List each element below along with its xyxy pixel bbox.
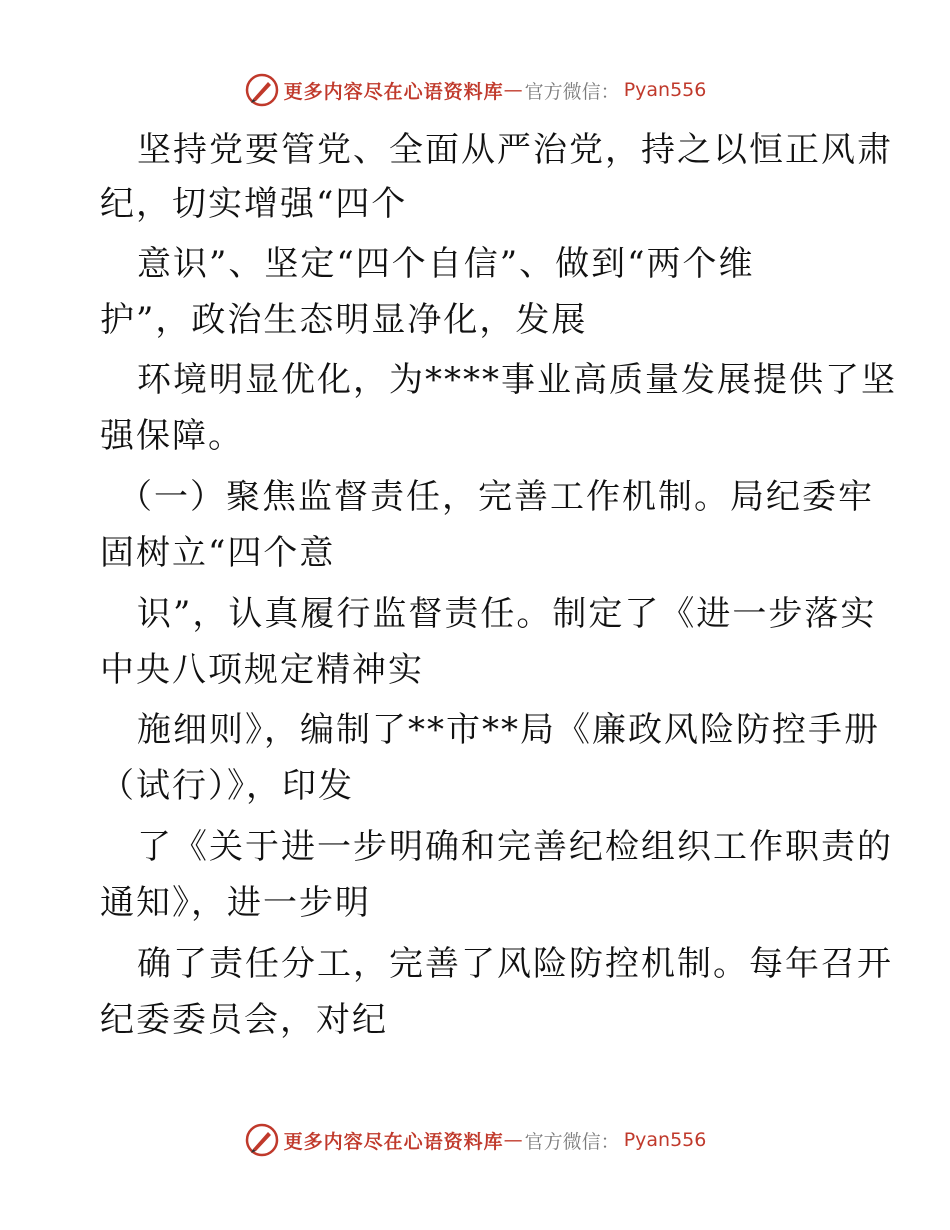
- body-line: 意识”、坚定“四个自信”、做到“两个维: [137, 244, 755, 284]
- body-line: 纪，切实增强“四个: [100, 184, 408, 224]
- body-line: 强保障。: [100, 416, 244, 456]
- body-line: 通知》，进一步明: [100, 883, 371, 923]
- body-line: 固树立“四个意: [100, 533, 336, 573]
- banner-wechat-id: Pyan556: [623, 1129, 707, 1151]
- pen-logo-icon: [244, 1122, 280, 1158]
- body-line: 确了责任分工，完善了风险防控机制。每年召开: [137, 944, 893, 984]
- body-line: 了《关于进一步明确和完善纪检组织工作职责的: [137, 827, 893, 867]
- banner-official-label: 官方微信：: [524, 80, 620, 103]
- banner-main-text: 更多内容尽在心语资料库: [283, 1130, 504, 1153]
- banner-wechat-id: Pyan556: [623, 79, 707, 101]
- footer-banner: [0, 1120, 950, 1160]
- body-line: 环境明显优化，为****事业高质量发展提供了坚: [137, 360, 897, 400]
- body-line: 纪委委员会，对纪: [100, 1000, 388, 1040]
- body-line: 施细则》，编制了**市**局《廉政风险防控手册: [137, 710, 880, 750]
- banner-official-label: 官方微信：: [524, 1130, 620, 1153]
- body-line: （试行）》，印发: [100, 766, 354, 806]
- banner-dash: —: [503, 1129, 523, 1151]
- body-line: 识”，认真履行监督责任。制定了《进一步落实: [137, 594, 877, 634]
- body-line: 中央八项规定精神实: [100, 650, 424, 690]
- banner-main-text: 更多内容尽在心语资料库: [283, 80, 504, 103]
- body-line: 护”，政治生态明显净化，发展: [100, 300, 588, 340]
- banner-dash: —: [503, 79, 523, 101]
- body-line: （一）聚焦监督责任，完善工作机制。局纪委牢: [118, 477, 874, 517]
- body-line: 坚持党要管党、全面从严治党，持之以恒正风肃: [137, 130, 893, 170]
